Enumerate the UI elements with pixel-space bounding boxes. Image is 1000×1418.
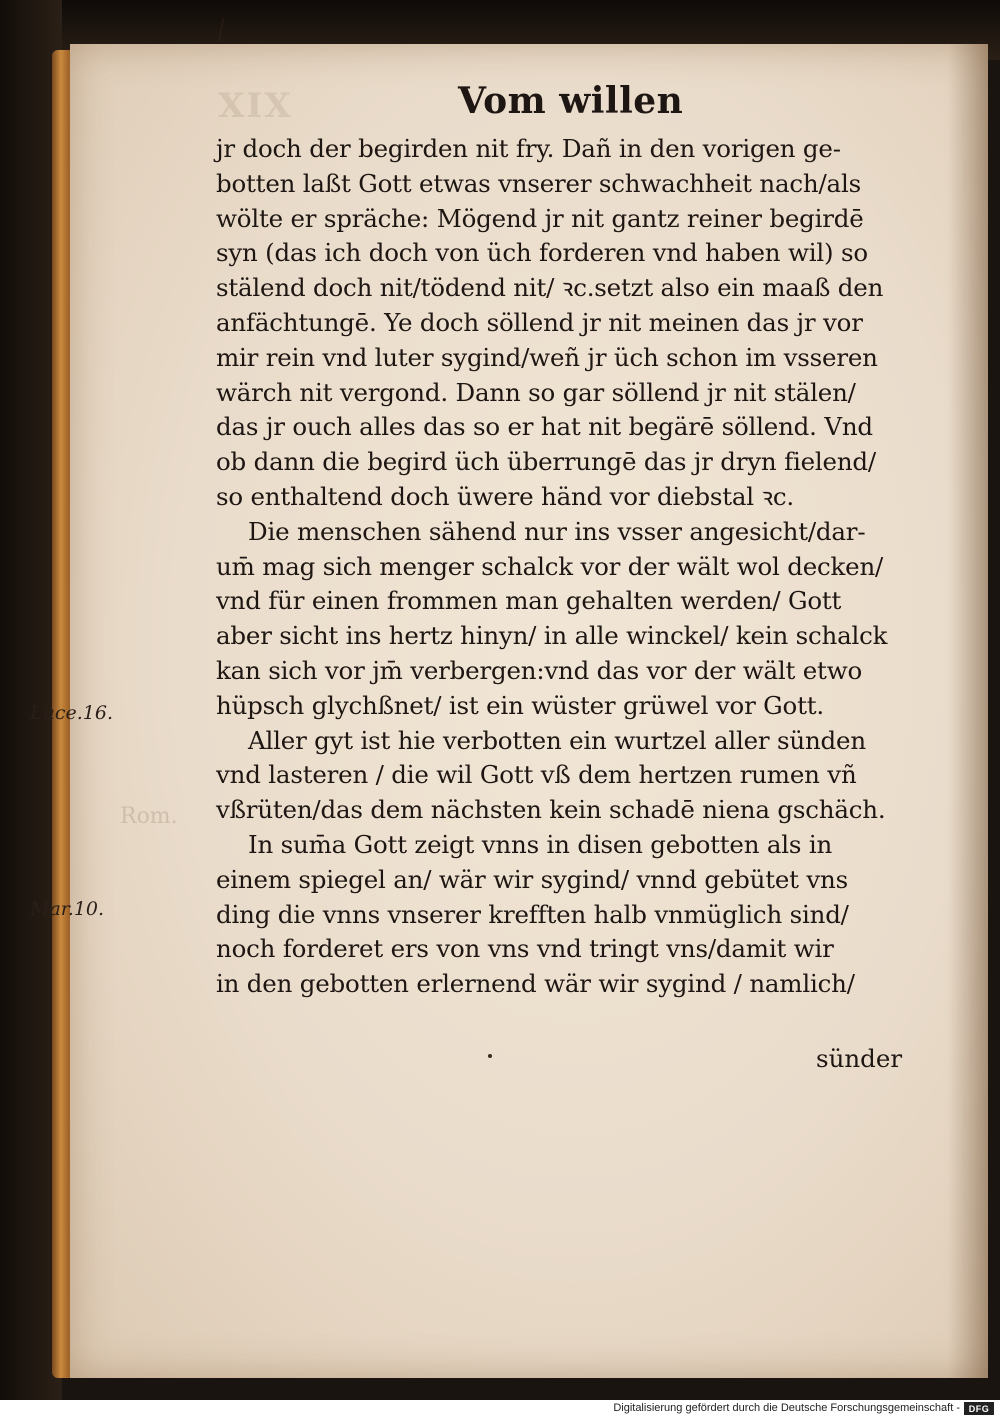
margin-note-luce: Luce.16. bbox=[30, 702, 113, 724]
text-line: botten laßt Gott etwas vnserer schwachheit nach/als bbox=[216, 168, 861, 198]
text-line: vßrüten/das dem nächsten kein schadē niena gschäch. bbox=[216, 795, 886, 825]
text-line: ob dann die begird üch überrungē das jr dryn fielend/ bbox=[216, 447, 876, 477]
text-line: wärch nit vergond. Dann so gar söllend jr nit stälen/ bbox=[216, 377, 856, 407]
text-line: das jr ouch alles das so er hat nit begärē söllend. Vnd bbox=[216, 412, 873, 442]
text-line: anfächtungē. Ye doch söllend jr nit meinen das jr vor bbox=[216, 307, 863, 337]
text-line: syn (das ich doch von üch forderen vnd haben wil) so bbox=[216, 238, 868, 268]
footer-credit: Digitalisierung gefördert durch die Deutsche Forschungsgemeinschaft - bbox=[613, 1402, 960, 1414]
margin-note-mar: Mar.10. bbox=[30, 898, 105, 920]
text-line: mir rein vnd luter sygind/weñ jr üch schon im vsseren bbox=[216, 342, 878, 372]
text-line: kan sich vor jm̄ verbergen:vnd das vor der wält etwo bbox=[216, 655, 863, 685]
bleed-through-margin: Rom. bbox=[120, 804, 178, 829]
body-text bbox=[216, 132, 916, 1002]
text-line: wölte er spräche: Mögend jr nit gantz reiner begirdē bbox=[216, 203, 864, 233]
text-line: In sum̄a Gott zeigt vnns in disen gebotten als in bbox=[248, 829, 833, 859]
text-line: in den gebotten erlernend wär wir sygind / namlich/ bbox=[216, 969, 855, 999]
text-line: Die menschen sähend nur ins vsser angesicht/dar- bbox=[248, 516, 866, 546]
running-header: Vom willen bbox=[458, 80, 684, 122]
page-gutter-shadow bbox=[948, 44, 988, 1378]
text-line: um̄ mag sich menger schalck vor der wält wol decken/ bbox=[216, 551, 884, 581]
catchword: sünder bbox=[816, 1044, 903, 1073]
dfg-logo: DFG bbox=[964, 1402, 994, 1415]
text-line: hüpsch glychßnet/ ist ein wüster grüwel vor Gott. bbox=[216, 690, 824, 720]
text-line: noch forderet ers von vns vnd tringt vns/damit wir bbox=[216, 934, 834, 964]
ink-speck bbox=[488, 1054, 492, 1058]
text-line: vnd lasteren / die wil Gott vß dem hertzen rumen vñ bbox=[216, 760, 857, 790]
text-line: so enthaltend doch üwere händ vor diebstal ꝛc. bbox=[216, 481, 795, 511]
text-line: Aller gyt ist hie verbotten ein wurtzel aller sünden bbox=[248, 725, 866, 755]
text-line: aber sicht ins hertz hinyn/ in alle winckel/ kein schalck bbox=[216, 621, 888, 651]
text-line: ding die vnns vnserer krefften halb vnmüglich sind/ bbox=[216, 899, 849, 929]
text-line: einem spiegel an/ wär wir sygind/ vnnd gebütet vns bbox=[216, 864, 848, 894]
text-line: jr doch der begirden nit fry. Dañ in den vorigen ge- bbox=[216, 134, 841, 163]
text-line: vnd für einen frommen man gehalten werden/ Gott bbox=[216, 586, 842, 616]
book-page bbox=[70, 44, 988, 1378]
text-line: stälend doch nit/tödend nit/ ꝛc.setzt also ein maaß den bbox=[216, 273, 884, 303]
bleed-through-folio: XIX bbox=[218, 86, 293, 126]
